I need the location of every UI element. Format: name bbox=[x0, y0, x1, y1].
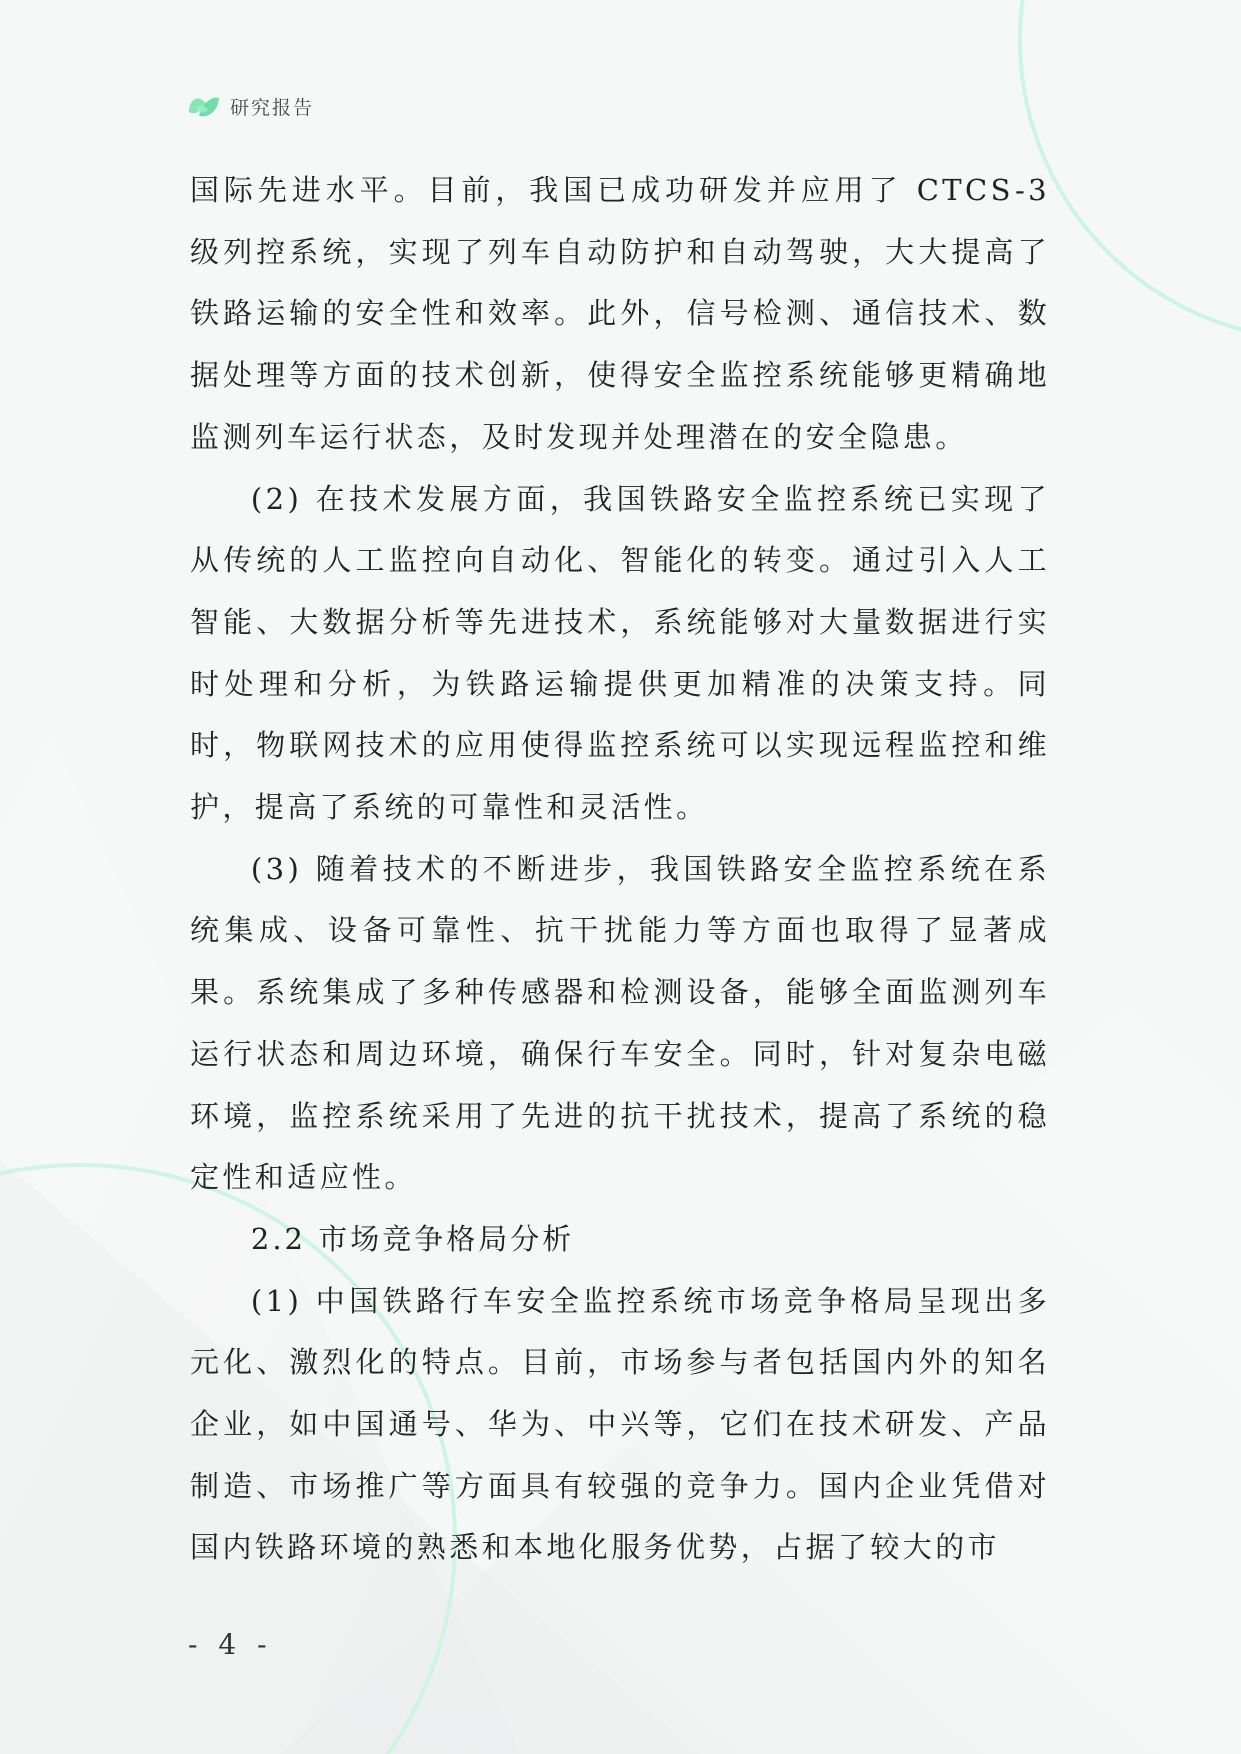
section-heading: 2.2 市场竞争格局分析 bbox=[250, 1221, 575, 1256]
paragraph-tech-development: (2) 在技术发展方面，我国铁路安全监控系统已实现了从传统的人工监控向自动化、智能化的转变。通过引入人工智能、大数据分析等先进技术，系统能够对大量数据进行实时处理和分析，为铁路运输提供更加精准的决策支持。同时，物联网技术的应用使得监控系统可以实现远程监控和维护，提高了系统的可靠性和灵活性。 bbox=[190, 481, 1050, 825]
paragraph-continuation: 国际先进水平。目前，我国已成功研发并应用了 CTCS-3 级列控系统，实现了列车自动防护和自动驾驶，大大提高了铁路运输的安全性和效率。此外，信号检测、通信技术、数据处理等方面的技术创新，使得安全监控系统能够更精确地监测列车运行状态，及时发现并处理潜在的安全隐患。 bbox=[190, 173, 1050, 454]
paragraph-tech-progress: (3) 随着技术的不断进步，我国铁路安全监控系统在系统集成、设备可靠性、抗干扰能力等方面也取得了显著成果。系统集成了多种传感器和检测设备，能够全面监测列车运行状态和周边环境，确保行车安全。同时，针对复杂电磁环境，监控系统采用了先进的抗干扰技术，提高了系统的稳定性和适应性。 bbox=[190, 851, 1050, 1195]
document-body bbox=[190, 160, 1050, 1579]
leaf-logo-icon bbox=[186, 90, 222, 122]
paragraph-market-competition: (1) 中国铁路行车安全监控系统市场竞争格局呈现出多元化、激烈化的特点。目前，市场参与者包括国内外的知名企业，如中国通号、华为、中兴等，它们在技术研发、产品制造、市场推广等方面具有较强的竞争力。国内企业凭借对国内铁路环境的熟悉和本地化服务优势，占据了较大的市 bbox=[190, 1283, 1050, 1565]
page-header bbox=[186, 88, 314, 124]
page-number: - 4 - bbox=[188, 1628, 273, 1661]
header-title: 研究报告 bbox=[230, 96, 315, 119]
